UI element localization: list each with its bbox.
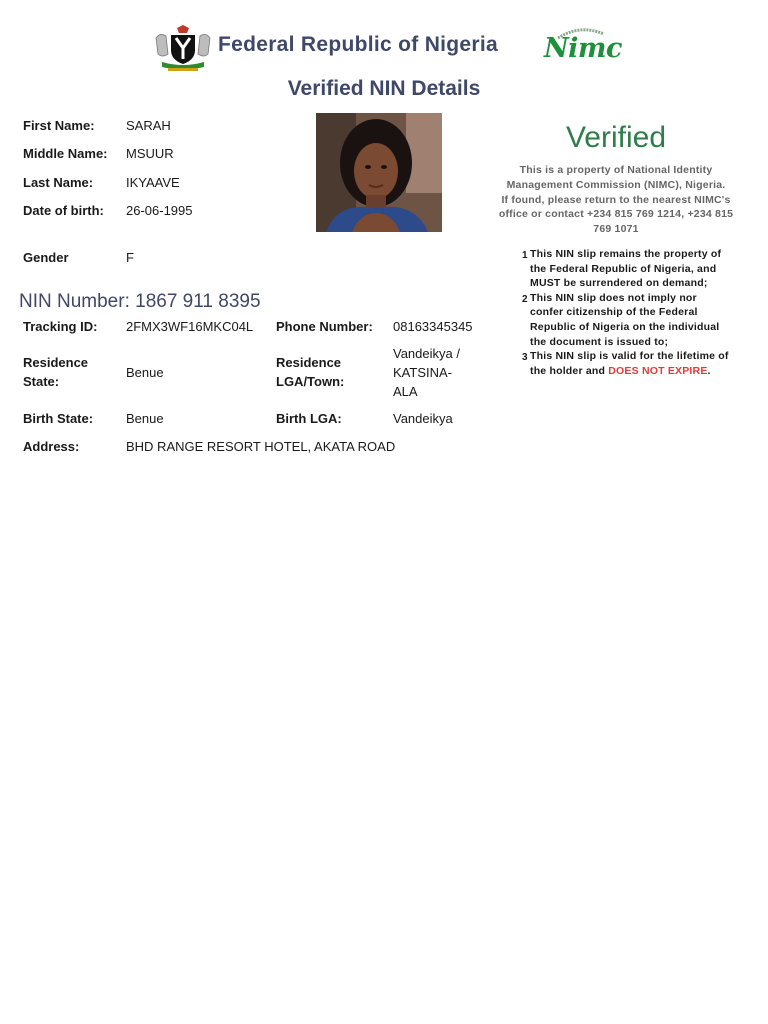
address-label: Address:	[23, 439, 80, 454]
note-item	[522, 349, 750, 378]
note-line: Republic of Nigeria on the individual	[530, 320, 720, 333]
middle-name-value: MSUUR	[126, 146, 174, 161]
header-title: Federal Republic of Nigeria	[218, 33, 498, 56]
document-title: Verified NIN Details	[287, 77, 481, 100]
residence-lga-value-line1: Vandeikya /	[393, 346, 460, 361]
note-line: the document is issued to;	[530, 335, 669, 348]
gender-label: Gender	[23, 250, 69, 265]
birth-lga-label: Birth LGA:	[276, 411, 342, 426]
residence-lga-label-line1: Residence	[276, 355, 342, 370]
nimc-logo-text: Nimc	[544, 33, 622, 64]
phone-value: 08163345345	[393, 319, 473, 334]
residence-state-value: Benue	[126, 365, 164, 380]
note-line: the Federal Republic of Nigeria, and	[530, 262, 717, 275]
does-not-expire-text: DOES NOT EXPIRE	[608, 364, 708, 377]
property-line: Management Commission (NIMC), Nigeria.	[506, 178, 726, 191]
property-line: If found, please return to the nearest NIMC's	[501, 193, 731, 206]
note-line: confer citizenship of the Federal	[530, 306, 698, 319]
property-notice	[488, 163, 744, 237]
residence-state-label-line1: Residence	[23, 355, 89, 370]
first-name-value: SARAH	[126, 118, 171, 133]
holder-photo	[316, 113, 442, 232]
residence-state-label-line2: State:	[23, 374, 60, 389]
tracking-id-label: Tracking ID:	[23, 319, 98, 334]
note-item	[522, 247, 750, 291]
slip-notes	[522, 247, 750, 378]
residence-lga-label-line2: LGA/Town:	[276, 374, 345, 389]
note-line: MUST be surrendered on demand;	[530, 277, 708, 290]
gender-value: F	[126, 250, 134, 265]
note-text: the holder and	[530, 364, 609, 377]
coat-of-arms-icon	[152, 24, 214, 72]
birth-state-label: Birth State:	[23, 411, 94, 426]
property-line: This is a property of National Identity	[519, 164, 713, 176]
address-value: BHD RANGE RESORT HOTEL, AKATA ROAD	[126, 439, 396, 454]
phone-label: Phone Number:	[276, 319, 373, 334]
last-name-label: Last Name:	[23, 175, 94, 190]
note-item	[522, 291, 750, 349]
dob-label: Date of birth:	[23, 203, 104, 218]
note-line: This NIN slip is valid for the lifetime of	[530, 350, 729, 363]
dob-value: 26-06-1995	[126, 203, 193, 218]
note-number: 3	[522, 352, 528, 364]
note-line: This NIN slip does not imply nor	[530, 291, 697, 304]
property-line: 769 1071	[593, 223, 639, 236]
verified-heading: Verified	[565, 121, 667, 154]
middle-name-label: Middle Name:	[23, 146, 108, 161]
residence-lga-value-line3: ALA	[393, 384, 418, 399]
note-text: .	[707, 364, 711, 377]
note-number: 1	[522, 250, 528, 261]
last-name-value: IKYAAVE	[126, 175, 180, 190]
tracking-id-value: 2FMX3WF16MKC04L	[126, 319, 254, 334]
first-name-label: First Name:	[23, 118, 95, 133]
property-line: office or contact +234 815 769 1214, +234 815	[498, 208, 734, 221]
birth-state-value: Benue	[126, 411, 164, 426]
note-line: This NIN slip remains the property of	[530, 248, 722, 260]
nin-number: NIN Number: 1867 911 8395	[19, 291, 261, 312]
birth-lga-value: Vandeikya	[393, 411, 453, 426]
note-number: 2	[522, 293, 528, 305]
residence-lga-value-line2: KATSINA-	[393, 365, 452, 380]
note-line	[530, 364, 750, 379]
